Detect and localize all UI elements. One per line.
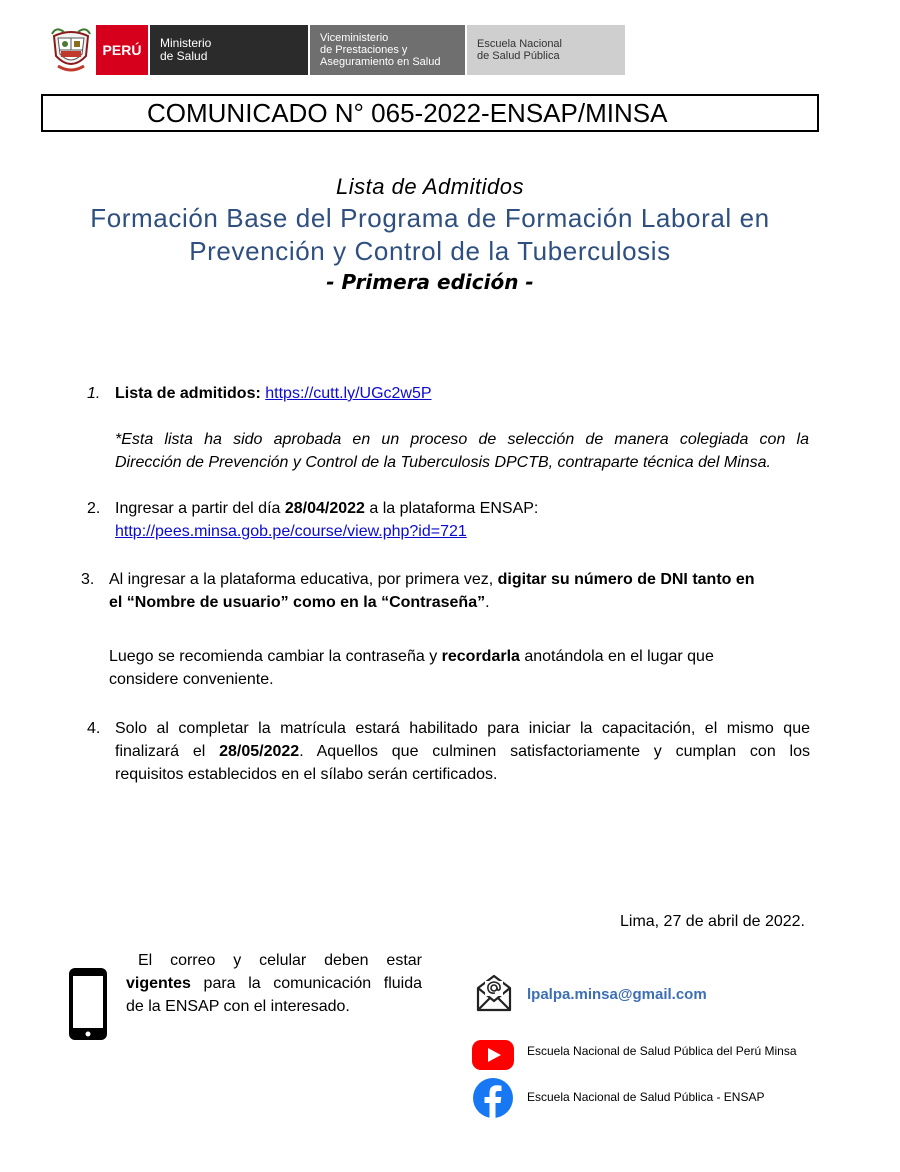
school-logo-block bbox=[467, 25, 625, 75]
item-3-p2-bold: recordarla bbox=[441, 648, 520, 665]
item-4-line-2-a: finalizará el bbox=[115, 743, 220, 760]
contact-note-line-2-rest: para la comunicación fluida bbox=[190, 975, 422, 992]
admitted-list-link[interactable]: https://cutt.ly/UGc2w5P bbox=[265, 385, 432, 402]
ministry-line-2: de Salud bbox=[160, 49, 208, 63]
item-3-line-1 bbox=[109, 568, 755, 591]
ministry-logo-block bbox=[150, 25, 308, 75]
program-title-line-1: Formación Base del Programa de Formación Laboral en bbox=[90, 203, 770, 233]
item-2-line-1 bbox=[115, 497, 538, 520]
item-2-text-b: a la plataforma ENSAP: bbox=[364, 500, 539, 517]
facebook-page-label: Escuela Nacional de Salud Pública - ENSAP bbox=[527, 1090, 765, 1104]
item-3-p2-a: Luego se recomienda cambiar la contraseña y bbox=[109, 648, 442, 665]
facebook-icon[interactable] bbox=[472, 1077, 514, 1124]
item-1-line bbox=[115, 382, 432, 405]
item-4-line-1: Solo al completar la matrícula estará habilitado para iniciar la capacitación, el mismo que bbox=[115, 720, 810, 737]
contact-note-line-3: de la ENSAP con el interesado. bbox=[126, 998, 350, 1015]
item-4-date: 28/05/2022 bbox=[219, 743, 300, 760]
item-1-note-line-1: *Esta lista ha sido aprobada en un proceso de selección de manera colegiada con la bbox=[115, 431, 809, 448]
item-3-text-b: . bbox=[485, 594, 490, 611]
contact-email-link[interactable]: lpalpa.minsa@gmail.com bbox=[527, 986, 707, 1003]
item-3-number: 3. bbox=[81, 571, 95, 588]
school-line-2: de Salud Pública bbox=[477, 50, 560, 62]
item-2-date: 28/04/2022 bbox=[284, 500, 365, 517]
contact-note bbox=[126, 949, 422, 1018]
coat-of-arms-icon bbox=[50, 26, 92, 74]
item-1-num-text: 1. bbox=[87, 385, 101, 402]
youtube-channel-label: Escuela Nacional de Salud Pública del Perú Minsa bbox=[527, 1044, 797, 1058]
item-2-text-a: Ingresar a partir del día bbox=[115, 500, 285, 517]
program-title bbox=[0, 202, 860, 268]
item-4-line-2-b: . Aquellos que culminen satisfactoriamente y cumplan con los bbox=[299, 743, 810, 760]
item-1-number bbox=[87, 382, 100, 405]
list-title: Lista de Admitidos bbox=[336, 174, 524, 199]
youtube-icon[interactable] bbox=[471, 1039, 515, 1076]
item-4-line-3: requisitos establecidos en el sílabo serán certificados. bbox=[115, 766, 498, 783]
item-1-note bbox=[115, 428, 809, 474]
comunicado-title: COMUNICADO N° 065-2022-ENSAP/MINSA bbox=[41, 94, 819, 132]
item-3-paragraph-2-line-2: considere conveniente. bbox=[109, 671, 274, 688]
item-2-line-2 bbox=[115, 520, 467, 543]
viceministry-logo-block bbox=[310, 25, 465, 75]
item-4-text bbox=[115, 717, 810, 786]
school-line-1: Escuela Nacional bbox=[477, 38, 562, 50]
peru-logo-block bbox=[96, 25, 148, 75]
vice-line-3: Aseguramiento en Salud bbox=[320, 56, 441, 68]
item-3-p2-b: anotándola en el lugar que bbox=[519, 648, 714, 665]
item-1-label: Lista de admitidos: bbox=[115, 385, 261, 402]
country-label: PERÚ bbox=[102, 42, 142, 58]
contact-note-bold: vigentes bbox=[126, 975, 191, 992]
ensap-platform-link[interactable]: http://pees.minsa.gob.pe/course/view.php?id=721 bbox=[115, 523, 467, 540]
contact-note-line-2 bbox=[126, 972, 422, 995]
smartphone-icon bbox=[67, 966, 109, 1042]
vice-line-1: Viceministerio bbox=[320, 32, 389, 44]
item-4-line-2 bbox=[115, 740, 810, 763]
item-3-text-a: Al ingresar a la plataforma educativa, por primera vez, bbox=[109, 571, 498, 588]
item-4-number: 4. bbox=[87, 720, 101, 737]
item-3-bold-a: digitar su número de DNI tanto en bbox=[497, 571, 755, 588]
item-3-line-2 bbox=[109, 591, 490, 614]
contact-note-line-1: El correo y celular deben estar bbox=[138, 952, 422, 969]
vice-line-2: de Prestaciones y bbox=[320, 44, 408, 56]
item-2-number: 2. bbox=[87, 500, 101, 517]
item-1-note-line-2: Dirección de Prevención y Control de la Tuberculosis DPCTB, contraparte técnica del Minsa. bbox=[115, 454, 771, 471]
date-place: Lima, 27 de abril de 2022. bbox=[619, 913, 805, 930]
ministry-line-1: Ministerio bbox=[160, 36, 212, 50]
edition-subtitle: - Primera edición - bbox=[326, 270, 534, 294]
item-3-paragraph-2-line-1 bbox=[109, 645, 714, 668]
item-3-bold-b: el “Nombre de usuario” como en la “Contraseña” bbox=[109, 594, 486, 611]
program-title-line-2: Prevención y Control de la Tuberculosis bbox=[189, 236, 671, 266]
envelope-at-icon bbox=[474, 974, 514, 1017]
